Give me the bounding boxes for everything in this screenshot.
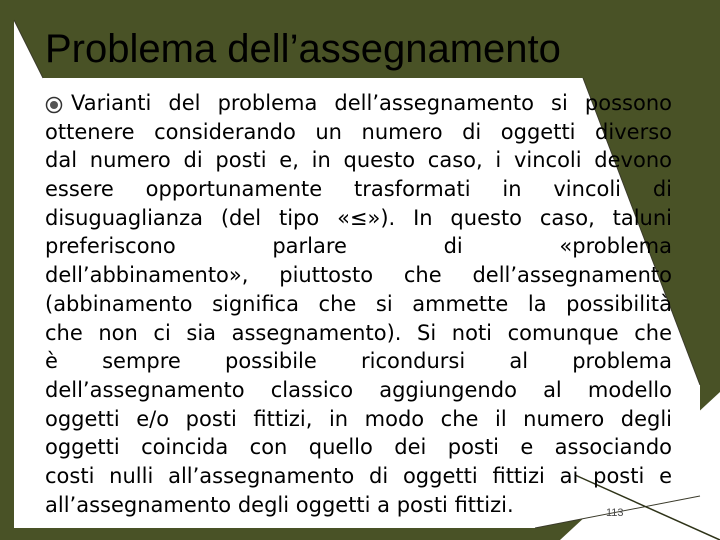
slide-title: Problema dell’assegnamento [45,27,561,71]
body-line: all’assegnamento degli oggetti a posti fittizi. [45,492,514,517]
body-line: preferiscono parlare di «problema [45,234,672,259]
body-line: dal numero di posti e, in questo caso, i vincoli devono [45,148,672,173]
body-line: Varianti del problema dell’assegnamento si possono [71,91,672,115]
body-line: è sempre possibile ricondursi al problema [45,349,672,374]
page-number: 113 [606,507,624,519]
body-line: oggetti coincida con quello dei posti e associando [45,435,672,460]
body-line: oggetti e/o posti fittizi, in modo che il numero degli [45,406,672,431]
body-line: (abbinamento significa che si ammette la possibilità [45,291,672,316]
body-line: che non ci sia assegnamento). Si noti comunque che [45,320,672,345]
body-line: dell’abbinamento», piuttosto che dell’assegnamento [45,263,672,288]
slide-body-text [45,89,672,519]
body-line: disuguaglianza (del tipo «≤»). In questo caso, taluni [45,205,672,230]
body-line: essere opportunamente trasformati in vincoli di [45,177,672,202]
body-line: dell’assegnamento classico aggiungendo al modello [45,377,672,402]
body-line: costi nulli all’assegnamento di oggetti fittizi ai posti e [45,463,672,488]
body-line: ottenere considerando un numero di oggetti diverso [45,119,672,144]
